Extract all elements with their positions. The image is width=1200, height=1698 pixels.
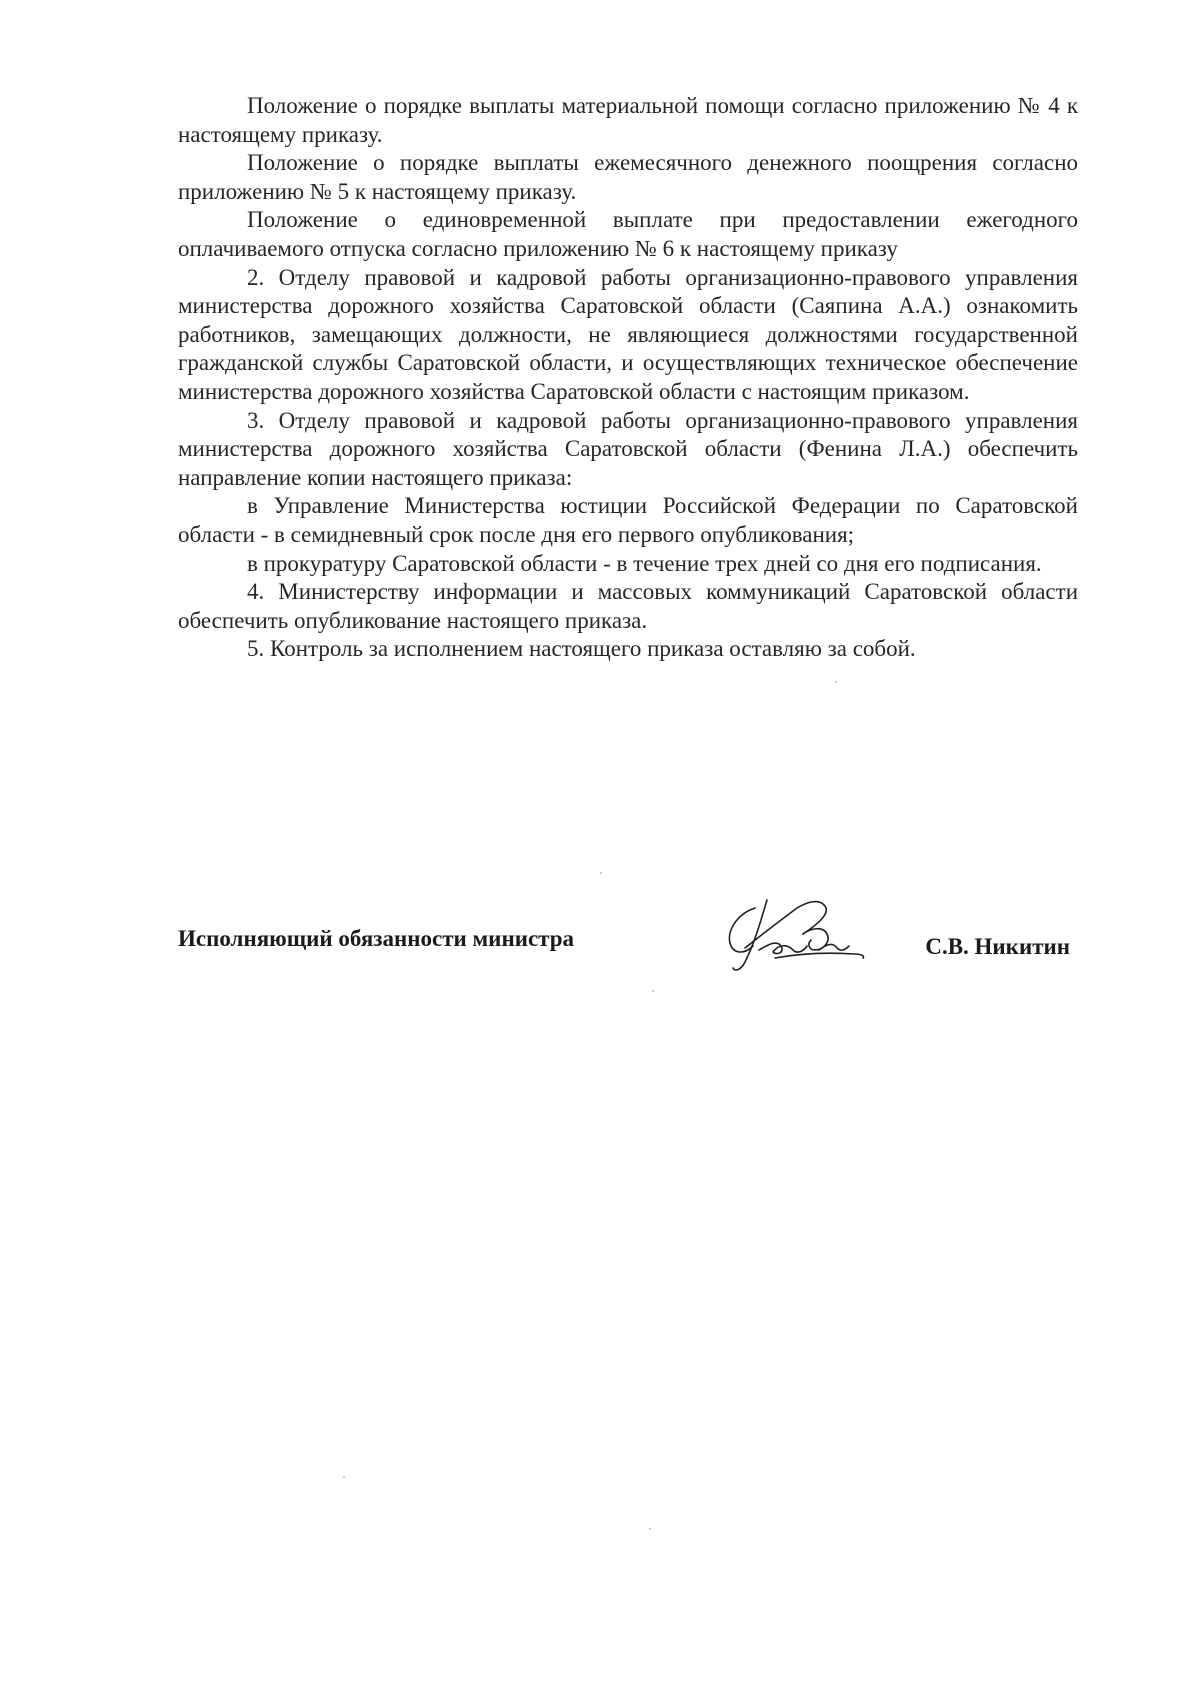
signatory-title: Исполняющий обязанности министра [178,926,575,951]
scan-speck [649,1528,651,1530]
scan-speck [600,872,602,874]
paragraph-4: 2. Отделу правовой и кадровой работы организационно-правового управления министерства дорожного хозяйства Саратовской области (Саяпина А.А.) ознакомить работников, замещающих должности, не являющиеся должностями государственной гражданской службы Саратовской области, и осуществляющих техническое обеспечение министерства дорожного хозяйства Саратовской области с настоящим приказом. [178,264,1078,404]
paragraph-5: 3. Отделу правовой и кадровой работы организационно-правового управления министерства дорожного хозяйства Саратовской области (Фенина Л.А.) обеспечить направление копии настоящего приказа: [178,407,1078,490]
handwritten-signature-icon [715,880,870,980]
paragraph-7: в прокуратуру Саратовской области - в течение трех дней со дня его подписания. [247,550,1042,576]
paragraph-1: Положение о порядке выплаты материальной помощи согласно приложению № 4 к настоящему приказу. [178,93,1078,147]
scan-speck [652,990,654,992]
paragraph-6: в Управление Министерства юстиции Российской Федерации по Саратовской области - в семидневный срок после дня его первого опубликования; [178,493,1078,547]
paragraph-8: 4. Министерству информации и массовых коммуникаций Саратовской области обеспечить опубликование настоящего приказа. [178,579,1078,633]
scan-speck [835,681,837,683]
signatory-name: С.В. Никитин [925,934,1070,959]
paragraph-2: Положение о порядке выплаты ежемесячного денежного поощрения согласно приложению № 5 к настоящему приказу. [178,150,1078,204]
signature-block [178,880,1078,990]
paragraph-9: 5. Контроль за исполнением настоящего приказа оставляю за собой. [247,636,916,662]
paragraph-3: Положение о единовременной выплате при предоставлении ежегодного оплачиваемого отпуска согласно приложению № 6 к настоящему приказу [178,207,1078,261]
document-body [178,92,1078,664]
scan-speck [343,1476,345,1478]
